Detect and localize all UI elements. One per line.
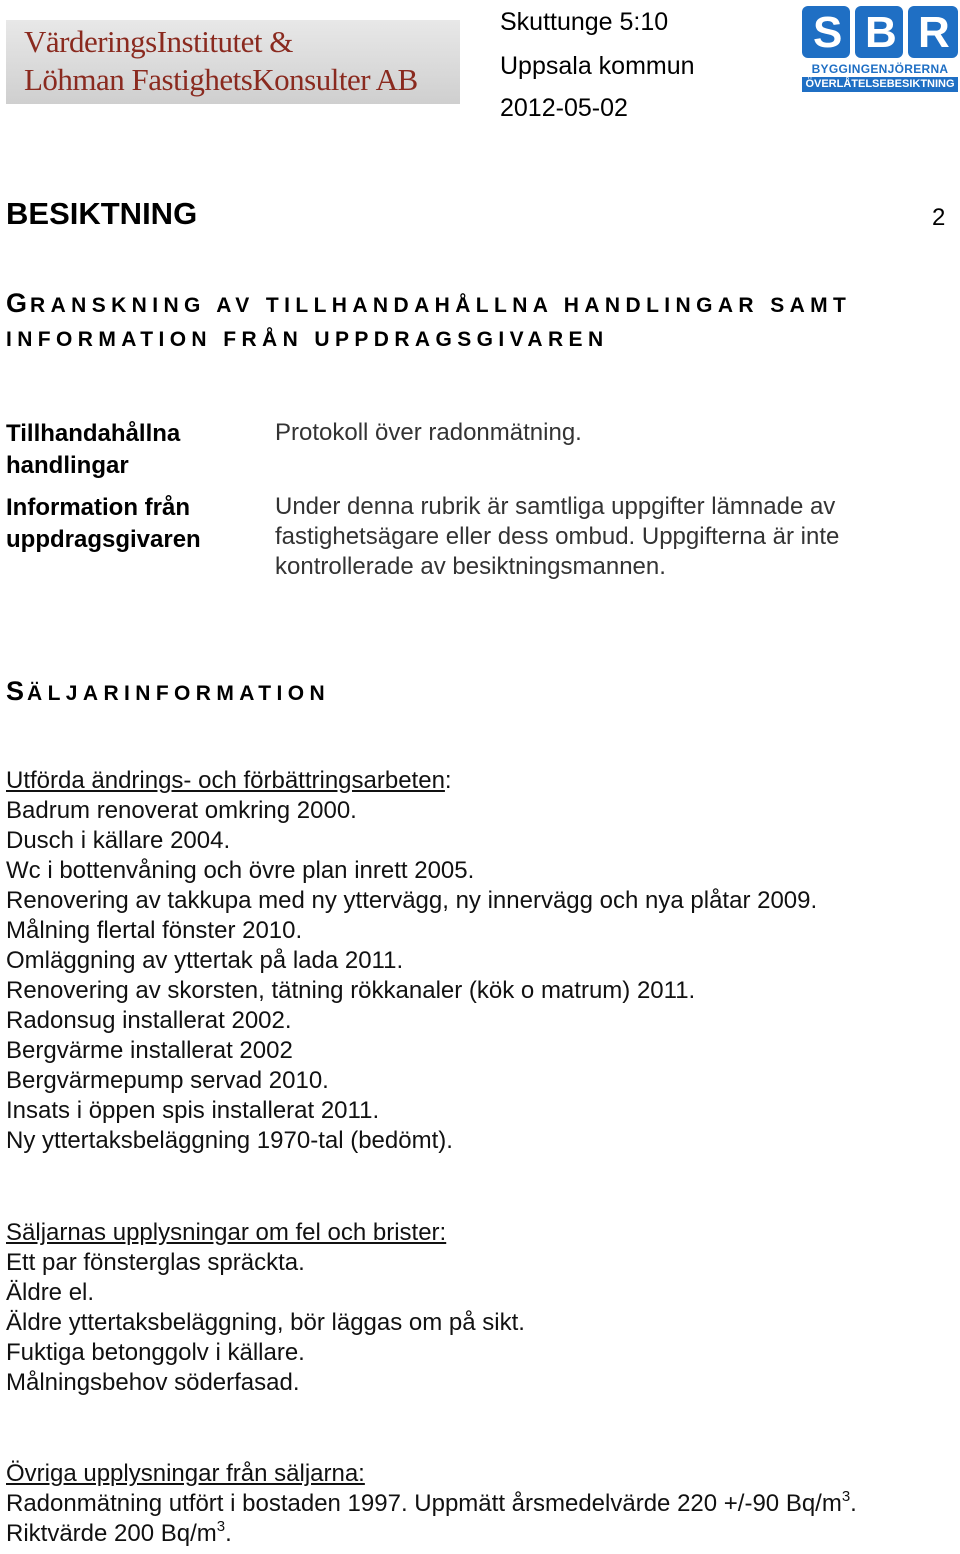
defects-heading <box>6 1218 525 1248</box>
section-heading-documents-initial: G <box>6 288 31 318</box>
list-item: Målning flertal fönster 2010. <box>6 917 303 944</box>
sbr-logo-block-b <box>855 6 903 58</box>
list-item: Wc i bottenvåning och övre plan inrett 2005. <box>6 857 475 884</box>
municipality: Uppsala kommun <box>500 52 695 80</box>
client-information-text: Under denna rubrik är samtliga uppgifter lämnade av fastighetsägare eller dess ombud. Uppgifterna är inte kontrollerade av besiktningsmannen. <box>275 493 840 580</box>
logo-left-line1: VärderingsInstitutet & <box>24 24 293 59</box>
radon-measurement-line <box>6 1489 857 1519</box>
radon-guideline-line <box>6 1519 857 1549</box>
sbr-logo-text1: BYGGINGENJÖRERNA <box>811 62 949 76</box>
provided-documents-label: Tillhandahållna handlingar <box>6 420 181 479</box>
list-item: Äldre el. <box>6 1279 95 1306</box>
list-item: Bergvärmepump servad 2010. <box>6 1067 329 1094</box>
list-item: Målningsbehov söderfasad. <box>6 1369 300 1396</box>
list-item: Ny yttertaksbeläggning 1970-tal (bedömt). <box>6 1127 453 1154</box>
section-heading-seller-initial: S <box>6 676 28 706</box>
sbr-logo-block-s <box>802 6 850 58</box>
list-item: Radonsug installerat 2002. <box>6 1007 292 1034</box>
sbr-letter-s: S <box>813 8 843 57</box>
defects-label: Säljarnas upplysningar om fel och brister: <box>6 1219 447 1246</box>
client-information-label: Information från uppdragsgivaren <box>6 494 201 553</box>
changes-label: Utförda ändrings- och förbättringsarbeten <box>6 767 445 794</box>
list-item: Omläggning av yttertak på lada 2011. <box>6 947 404 974</box>
list-item: Fuktiga betonggolv i källare. <box>6 1339 305 1366</box>
other-info-label: Övriga upplysningar från säljarna: <box>6 1460 365 1487</box>
sbr-letter-b: B <box>865 8 897 57</box>
property-designation: Skuttunge 5:10 <box>500 8 669 36</box>
radon-measurement-text: Radonmätning utfört i bostaden 1997. Uppmätt årsmedelvärde 220 +/-90 Bq/m <box>6 1490 842 1517</box>
changes-heading <box>6 766 817 796</box>
sbr-letter-r: R <box>918 8 950 57</box>
changes-colon: : <box>444 767 452 794</box>
list-item: Badrum renoverat omkring 2000. <box>6 797 357 824</box>
section-heading-seller-rest: ÄLJARINFORMATION <box>27 682 331 705</box>
sbr-logo-block-r <box>908 6 958 58</box>
section-heading-seller-info <box>6 676 330 707</box>
list-item: Dusch i källare 2004. <box>6 827 231 854</box>
list-item: Bergvärme installerat 2002 <box>6 1037 293 1064</box>
inspection-date: 2012-05-02 <box>500 94 628 122</box>
radon-guideline-superscript: 3 <box>216 1518 226 1535</box>
provided-documents-text: Protokoll över radonmätning. <box>275 419 582 446</box>
section-heading-documents-line1: RANSKNING AV TILLHANDAHÅLLNA HANDLINGAR SAMT <box>30 294 852 317</box>
other-info-heading <box>6 1459 857 1489</box>
list-item: Insats i öppen spis installerat 2011. <box>6 1097 380 1124</box>
changes-block <box>6 766 817 1156</box>
radon-guideline-end: . <box>225 1520 232 1547</box>
other-info-block <box>6 1459 857 1549</box>
radon-unit-superscript: 3 <box>841 1488 851 1505</box>
radon-guideline-text: Riktvärde 200 Bq/m <box>6 1520 217 1547</box>
page-title: BESIKTNING <box>6 196 198 231</box>
defects-block <box>6 1218 525 1398</box>
page-number: 2 <box>932 204 946 231</box>
section-heading-documents <box>6 288 851 319</box>
valuation-institute-logo <box>6 20 460 104</box>
list-item: Renovering av takkupa med ny yttervägg, ny innervägg och nya plåtar 2009. <box>6 887 818 914</box>
radon-measurement-end: . <box>850 1490 857 1517</box>
sbr-logo-text2: ÖVERLÅTELSEBESIKTNING <box>802 77 958 92</box>
sbr-logo <box>800 6 958 90</box>
list-item: Äldre yttertaksbeläggning, bör läggas om på sikt. <box>6 1309 525 1336</box>
list-item: Renovering av skorsten, tätning rökkanaler (kök o matrum) 2011. <box>6 977 696 1004</box>
list-item: Ett par fönsterglas spräckta. <box>6 1249 305 1276</box>
section-heading-documents-line2: INFORMATION FRÅN UPPDRAGSGIVAREN <box>6 328 609 351</box>
logo-left-line2: Löhman FastighetsKonsulter AB <box>24 62 418 97</box>
